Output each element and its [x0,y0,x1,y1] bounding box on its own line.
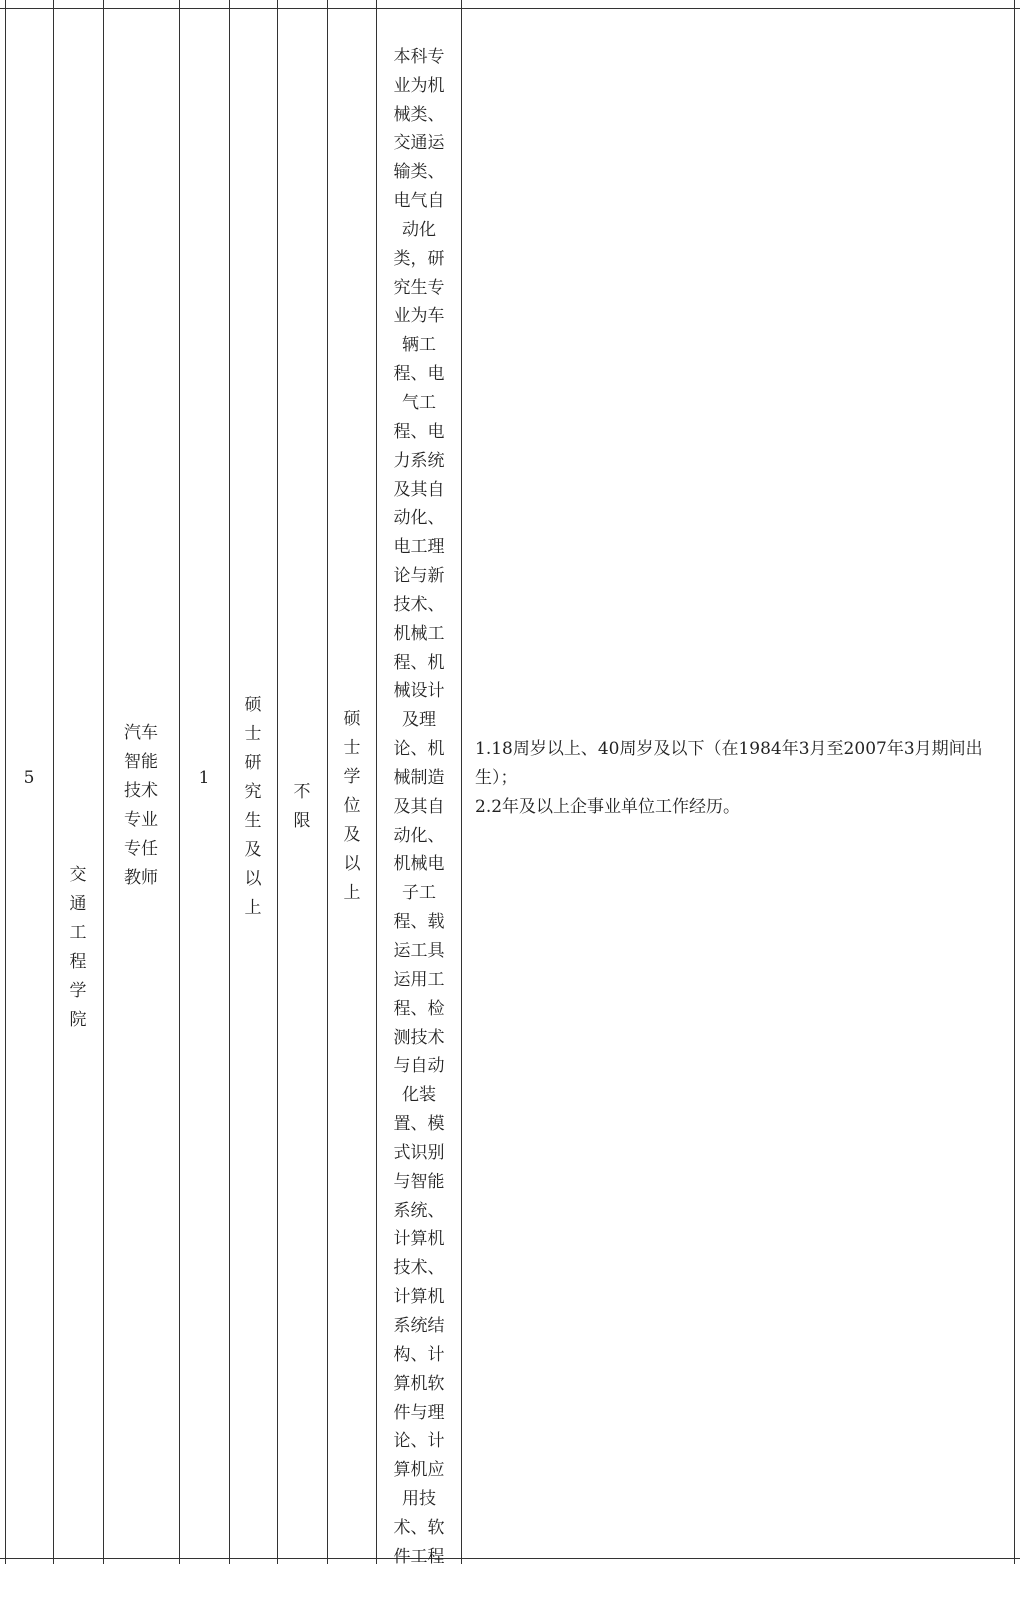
cell-college-text: 交 通 工 程 学 院 [69,865,87,1030]
col-border-8 [461,0,462,1564]
cell-index-text: 5 [23,768,35,788]
cell-education-text: 硕 士 研 究 生 及 以 上 [244,695,262,918]
cell-degree-text: 硕 士 学 位 及 以 上 [343,709,361,903]
requirement-line-1: 1.18周岁以上、40周岁及以下（在1984年3月至2007年3月期间出 [475,739,983,759]
col-border-5 [277,0,278,1564]
cell-college [55,832,101,1030]
table-top-border [0,8,1020,9]
table-bottom-border [0,1558,1020,1559]
requirement-line-2: 生）； [475,768,518,788]
col-border-0 [5,0,6,1564]
requirement-line-3: 2.2年及以上企事业单位工作经历。 [475,797,741,817]
cell-degree [329,676,375,903]
cell-index [8,764,50,794]
col-border-2 [103,0,104,1564]
cell-education [231,662,275,918]
col-border-6 [327,0,328,1564]
cell-count-text: 1 [198,768,210,788]
col-border-4 [229,0,230,1564]
cell-requirements [475,735,1007,825]
col-border-7 [376,0,377,1564]
cell-position-text: 汽车 智能 技术 专业 专任 教师 [124,723,158,888]
col-border-3 [179,0,180,1564]
col-border-1 [53,0,54,1564]
cell-age-text: 不 限 [293,782,311,831]
cell-major-text: 本科专 业为机 械类、 交通运 输类、 电气自 动化 类，研 究生专 业为车 辆工 程、电 气工 程、电 力系统 及其自 动化、 电工理 论与新 技术、 机械工 程、机 械设计 及理 论、机 械制造 及其自 动化、 机械电 子工 程、载 运工具 运用工 程、检 测技术 与自动 化装 置、模 式识别 与智能 系统、 计算机 技术、 计算机 系统结 构、计 算机软 件与理 论、计 算机应 用技 术、软 件工程 [393,46,445,1567]
col-border-9 [1014,0,1015,1564]
cell-age [279,749,325,831]
cell-count [181,764,227,794]
cell-major [379,14,459,1567]
cell-position [106,690,176,888]
